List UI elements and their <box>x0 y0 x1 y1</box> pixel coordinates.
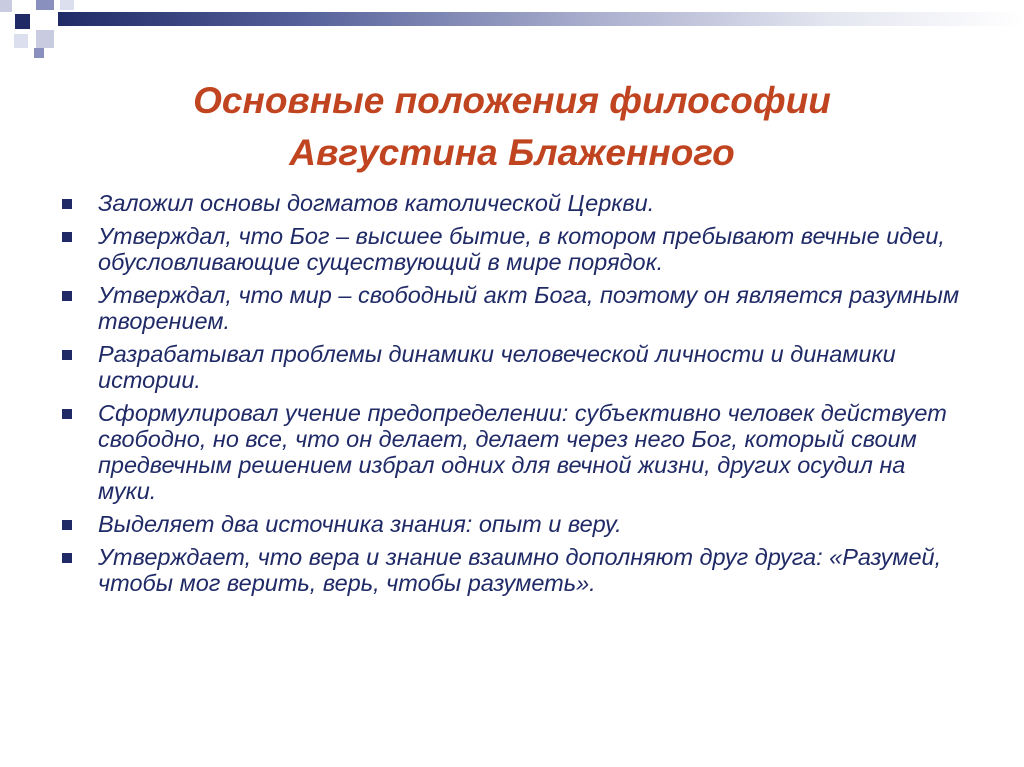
header-gradient-bar <box>58 12 1024 26</box>
title-line-2: Августина Блаженного <box>289 132 735 173</box>
square-bullet-icon <box>62 409 72 419</box>
square-bullet-icon <box>62 199 72 209</box>
list-item-text: Заложил основы догматов католической Церкви. <box>98 190 655 216</box>
decor-square-pale <box>60 0 74 10</box>
list-item-text: Утверждал, что мир – свободный акт Бога, поэтому он является разумным творением. <box>98 282 960 334</box>
list-item <box>60 400 960 504</box>
square-bullet-icon <box>62 291 72 301</box>
list-item <box>60 544 960 596</box>
decor-square-mid-2 <box>34 48 44 58</box>
list-item <box>60 223 960 275</box>
list-item-text: Утверждал, что Бог – высшее бытие, в котором пребывают вечные идеи, обусловливающие существующий в мире порядок. <box>98 223 945 275</box>
list-item-text: Утверждает, что вера и знание взаимно дополняют друг друга: «Разумей, чтобы мог верить, верь, чтобы разуметь». <box>98 544 942 596</box>
slide-title <box>0 75 1024 179</box>
list-item <box>60 511 960 537</box>
list-item <box>60 282 960 334</box>
square-bullet-icon <box>62 553 72 563</box>
decor-square-dark <box>15 14 30 29</box>
list-item-text: Выделяет два источника знания: опыт и веру. <box>98 511 622 537</box>
title-line-1: Основные положения философии <box>193 80 831 121</box>
square-bullet-icon <box>62 350 72 360</box>
list-item <box>60 190 960 216</box>
list-item <box>60 341 960 393</box>
bullet-list <box>60 190 960 603</box>
square-bullet-icon <box>62 520 72 530</box>
decor-square-pale-2 <box>14 34 28 48</box>
list-item-text: Разрабатывал проблемы динамики человеческой личности и динамики истории. <box>98 341 896 393</box>
decor-square-mid <box>36 0 54 10</box>
list-item-text: Сформулировал учение предопределении: субъективно человек действует свободно, но все, что он делает, делает через него Бог, который своим предвечным решением избрал одних для вечной жизни, других осудил на муки. <box>98 400 947 504</box>
square-bullet-icon <box>62 232 72 242</box>
decor-square-light <box>0 0 12 12</box>
decor-square-light-2 <box>36 30 54 48</box>
